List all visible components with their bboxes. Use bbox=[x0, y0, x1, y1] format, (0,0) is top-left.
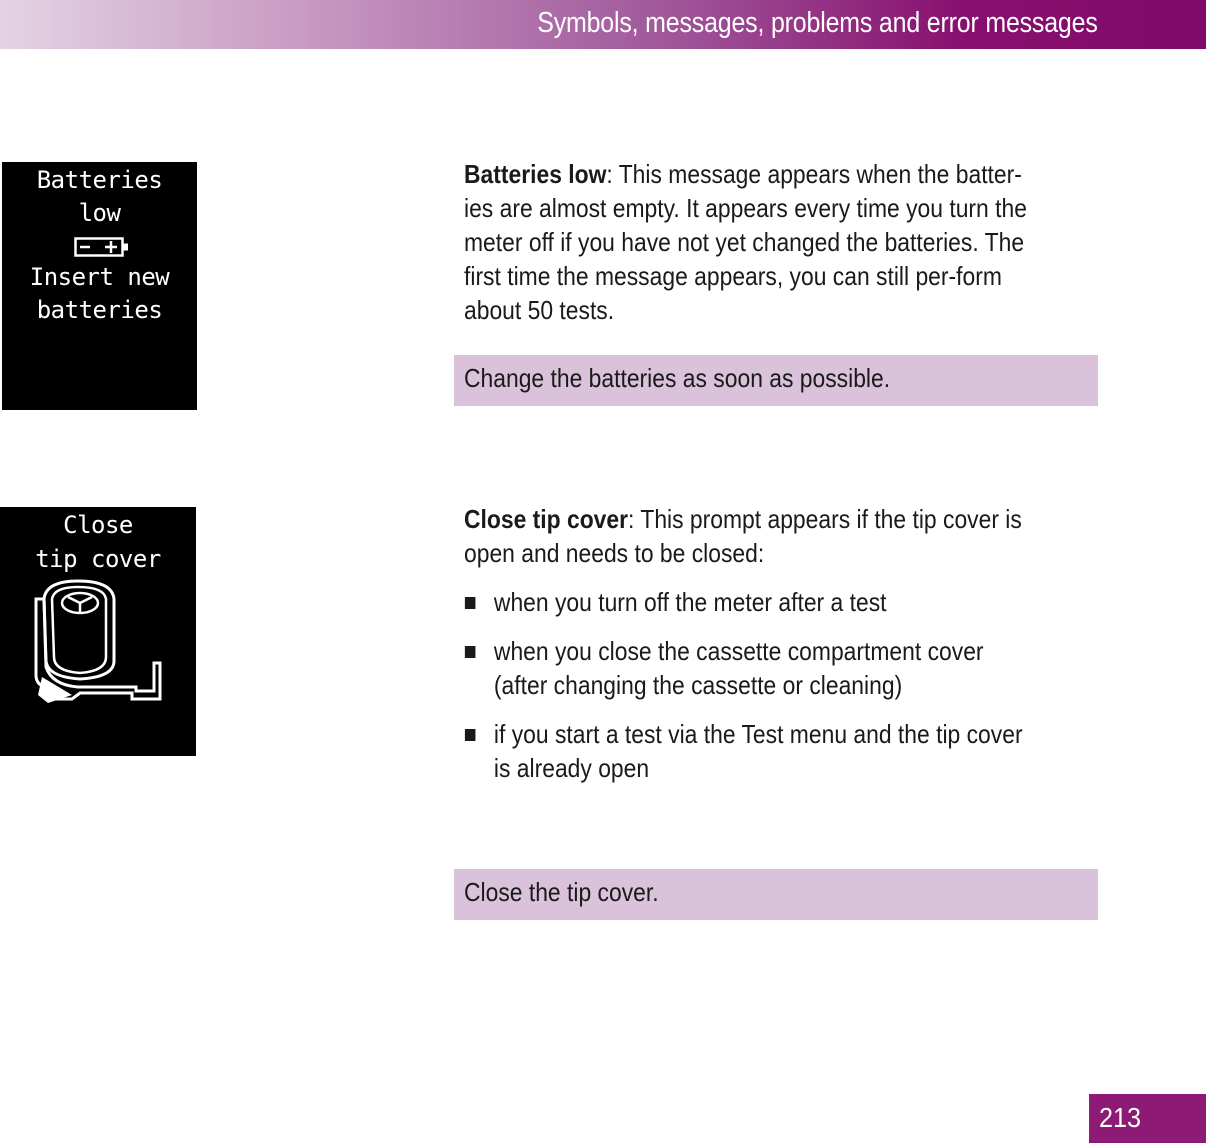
screen-line: Close bbox=[63, 511, 133, 539]
screen-line: Batteries bbox=[36, 166, 163, 194]
battery-low-icon bbox=[74, 236, 130, 258]
action-note bbox=[454, 869, 1098, 920]
screen-line: low bbox=[78, 199, 121, 227]
bullet-square-icon bbox=[465, 729, 476, 741]
note-text: Change the batteries as soon as possible. bbox=[464, 363, 891, 393]
bullet-square-icon bbox=[465, 646, 476, 658]
screen-line: Insert new bbox=[29, 263, 170, 291]
bullet-text: if you start a test via the Test menu and the tip cover is already open bbox=[493, 719, 1023, 783]
close-tip-cover-description bbox=[464, 502, 1027, 785]
meter-screen-batteries-low bbox=[2, 162, 197, 410]
batteries-low-description bbox=[464, 157, 1027, 327]
term-label: Close tip cover bbox=[464, 504, 629, 534]
bullet-text: when you close the cassette compartment cover (after changing the cassette or cleaning) bbox=[493, 636, 984, 700]
note-text: Close the tip cover. bbox=[464, 877, 659, 907]
list-item bbox=[464, 634, 1027, 702]
meter-tip-cover-icon bbox=[28, 577, 168, 707]
description-text: : This message appears when the batter-ies are almost empty. It appears every time you turn the meter off if you have not yet changed the batteries. The first time the message appears, you can still per-form about 50 tests. bbox=[464, 159, 1027, 325]
description-text: : This prompt appears if the tip cover is open and needs to be closed: bbox=[464, 504, 1022, 568]
meter-screen-close-tip-cover bbox=[0, 507, 196, 756]
term-label: Batteries low bbox=[464, 159, 607, 189]
action-note bbox=[454, 355, 1098, 406]
bullet-list bbox=[464, 585, 1027, 785]
list-item bbox=[464, 717, 1027, 785]
section-title: Symbols, messages, problems and error messages bbox=[537, 7, 1098, 39]
list-item bbox=[464, 585, 1027, 619]
screen-line: tip cover bbox=[35, 545, 161, 573]
page-number: 213 bbox=[1099, 1102, 1142, 1133]
page-number-tab bbox=[1089, 1094, 1206, 1143]
header-band bbox=[0, 0, 1206, 49]
bullet-square-icon bbox=[465, 597, 476, 609]
bullet-text: when you turn off the meter after a test bbox=[493, 587, 887, 617]
screen-line: batteries bbox=[36, 296, 163, 324]
